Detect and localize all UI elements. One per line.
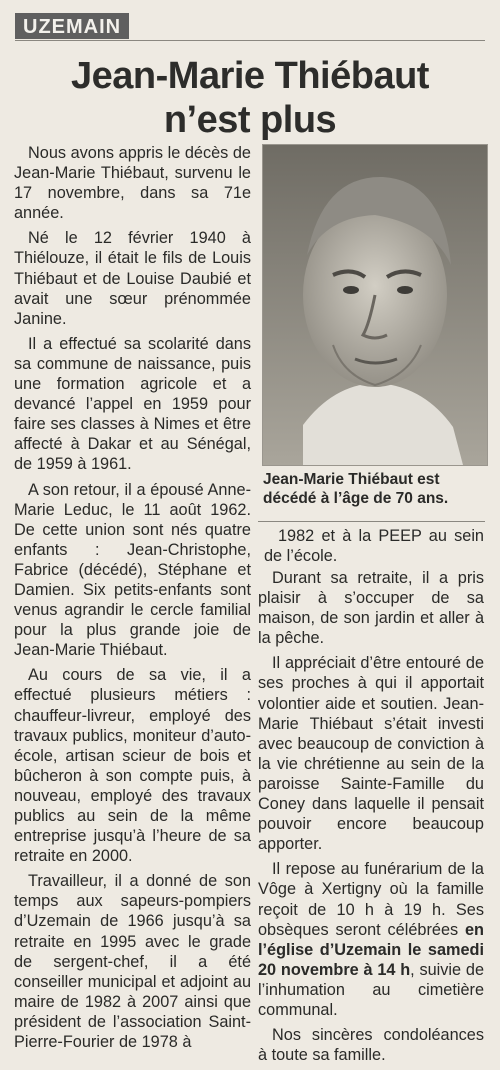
photo-caption: Jean-Marie Thiébaut est décédé à l’âge de 70 ans. xyxy=(263,471,449,507)
headline-line-1: Jean-Marie Thiébaut xyxy=(71,55,429,97)
headline-line-2: n’est plus xyxy=(163,99,337,141)
paragraph: Au cours de sa vie, il a effectué plusieurs métiers : chauffeur-livreur, employé des travaux publics, moniteur d’auto-école, artisan scieur de bois et bûcheron à son compte puis, à nouveau, employé des travaux publics au sein de la même entreprise jusqu’à l’heure de sa retraite en 2000. xyxy=(14,666,251,866)
portrait-photo xyxy=(262,144,488,466)
continuation-text xyxy=(264,526,484,571)
funeral-location-date: en l’église d’Uzemain le samedi 20 novembre à 14 h xyxy=(258,920,484,979)
article-left-column xyxy=(14,143,251,1057)
paragraph: Nos sincères condoléances à toute sa famille. xyxy=(258,1026,484,1065)
paragraph: Durant sa retraite, il a pris plaisir à s’occuper de sa maison, de son jardin et aller à la pêche. xyxy=(258,569,484,648)
paragraph: Travailleur, il a donné de son temps aux sapeurs-pompiers d’Uzemain de 1966 jusqu’à sa retraite en 1995 avec le grade de sergent-chef, il a été conseiller municipal et adjoint au maire de 1982 à 2007 ainsi que président de l’association Saint-Pierre-Fourier de 1978 à xyxy=(14,872,251,1052)
funeral-text: Il repose au funérarium de la Vôge à Xertigny où la famille reçoit de 10 h à 19 h. Ses obsèques seront célébrées xyxy=(258,860,484,939)
funeral-text-end: , suivie de l’inhumation au cimetière communal. xyxy=(258,960,484,1019)
paragraph: Il appréciait d’être entouré de ses proches à qui il apportait volontier aide et soutien. Jean-Marie Thiébaut s’était investi avec beaucoup de conviction à la vie chrétienne au sein de la paroisse Sainte-Famille du Coney dans laquelle il pensait pouvoir encore beaucoup apporter. xyxy=(258,654,484,854)
article-right-column xyxy=(258,568,484,1070)
paragraph: 1982 et à la PEEP au sein de l’école. xyxy=(264,527,484,566)
section-label: UZEMAIN xyxy=(15,13,129,39)
funeral-paragraph xyxy=(258,859,484,1020)
portrait-image xyxy=(263,145,487,465)
section-rule xyxy=(15,40,485,41)
column-divider xyxy=(258,521,485,522)
headline xyxy=(0,54,500,142)
paragraph: A son retour, il a épousé Anne-Marie Leduc, le 11 août 1962. De cette union sont nés quatre enfants : Jean-Christophe, Fabrice (décédé), Stéphane et Damien. Six petits-enfants sont venus agrandir le cercle familial pour la plus grande joie de Jean-Marie Thiébaut. xyxy=(14,480,251,660)
paragraph: Né le 12 février 1940 à Thiélouze, il était le fils de Louis Thiébaut et de Louise Daubié et avait une sœur prénommée Janine. xyxy=(14,229,251,328)
paragraph: Nous avons appris le décès de Jean-Marie Thiébaut, survenu le 17 novembre, dans sa 71e année. xyxy=(14,144,251,223)
paragraph: Il a effectué sa scolarité dans sa commune de naissance, puis une formation agricole et a devancé l’appel en 1959 pour faire ses classes à Nimes et être affecté à Dakar et au Sénégal, de 1959 à 1961. xyxy=(14,334,251,474)
